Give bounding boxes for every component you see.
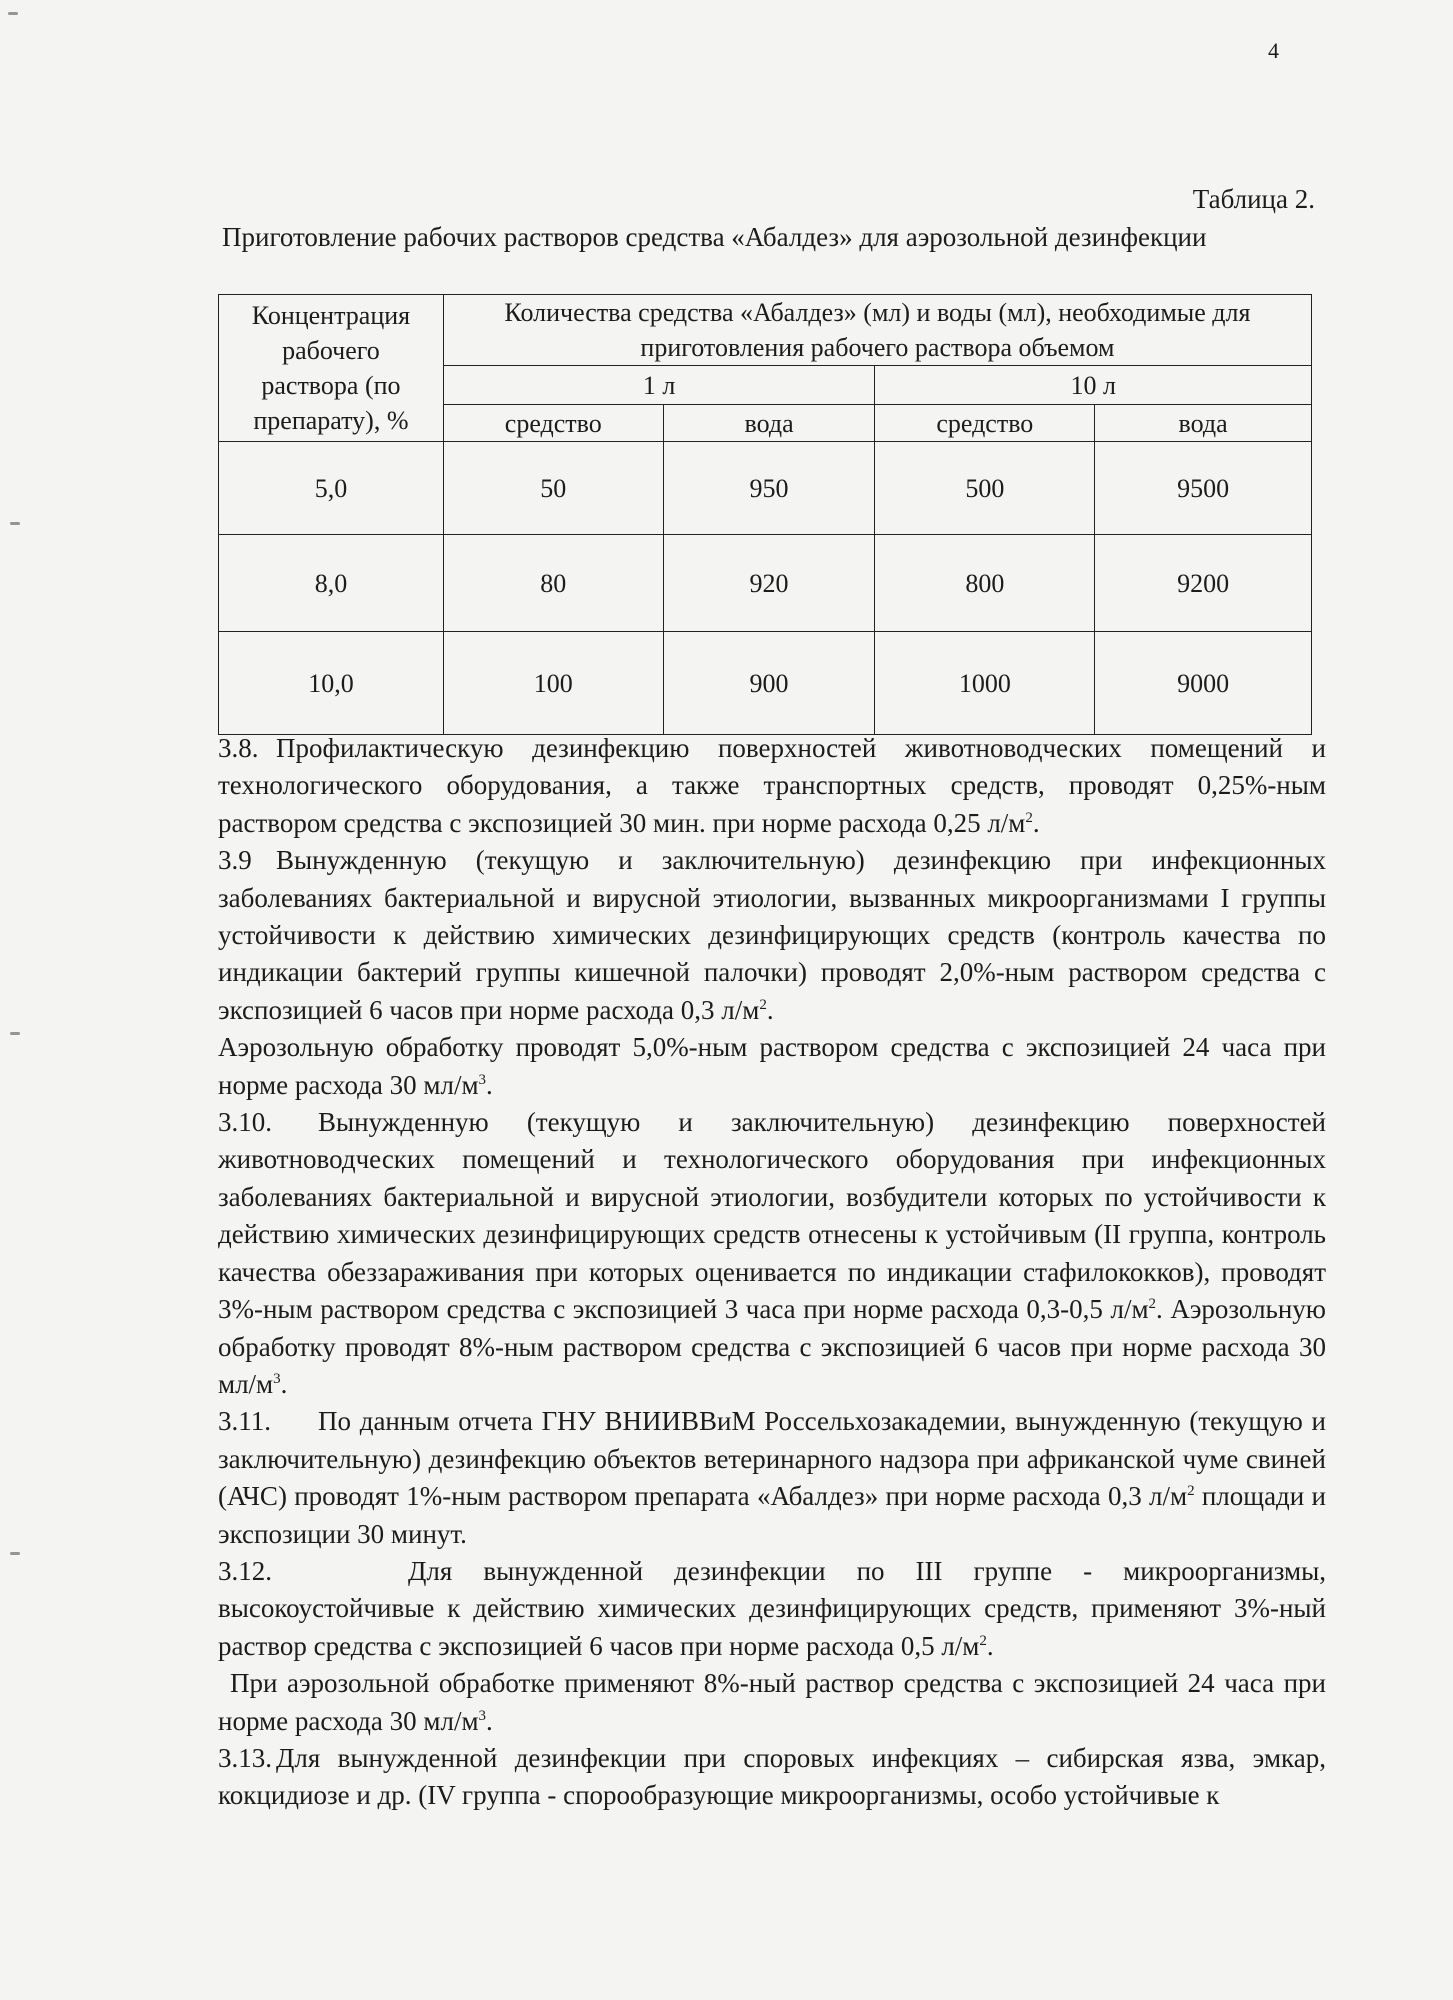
- clause-number: 3.13.: [218, 1742, 272, 1773]
- superscript: 2: [1025, 809, 1033, 826]
- paragraph-text: .: [986, 1630, 994, 1661]
- water-10l-cell: 9000: [1095, 632, 1312, 735]
- paragraph-3-10: [218, 1104, 1326, 1403]
- scan-mark: [10, 1552, 20, 1555]
- paragraph-text: Аэрозольную обработку проводят 5,0%-ным раствором средства с экспозицией 24 часа при норме расхода 30 мл/м: [218, 1032, 1326, 1100]
- agent-1l-cell: 100: [443, 632, 663, 735]
- paragraph-text: .: [486, 1069, 493, 1100]
- clause-number: 3.8.: [218, 733, 259, 763]
- agent-subheader: средство: [875, 405, 1095, 442]
- concentration-header: [219, 295, 444, 442]
- paragraph-text: .: [1032, 807, 1040, 838]
- superscript: 3: [478, 1071, 487, 1088]
- paragraph-text: По данным отчета ГНУ ВНИИВВиМ Россельхозакадемии, вынужденную (текущую и заключительную) дезинфекцию объектов ветеринарного надзора при африканской чуме свиней (АЧС) проводят 1%-ным раствором препарата «Абалдез» при норме расхода 0,3 л/м: [218, 1406, 1326, 1512]
- paragraph-3-11: [218, 1403, 1326, 1553]
- table-label: Таблица 2.: [1192, 184, 1315, 214]
- concentration-cell: 8,0: [219, 535, 444, 632]
- superscript: 2: [1148, 1296, 1157, 1313]
- paragraph-text: Профилактическую дезинфекцию поверхностей животноводческих помещений и технологического оборудования, а также транспортных средств, проводят 0,25%-ным раствором средства с экспозицией 30 мин. при норме расхода 0,25 л/м: [218, 733, 1326, 838]
- table-header-row: [219, 295, 1312, 366]
- paragraph-3-8: [218, 730, 1326, 842]
- agent-1l-cell: 80: [443, 535, 663, 632]
- agent-10l-cell: 500: [875, 442, 1095, 535]
- clause-number: 3.11.: [218, 1406, 271, 1437]
- superscript: 2: [979, 1632, 987, 1649]
- water-1l-cell: 950: [663, 442, 875, 535]
- superscript: 3: [478, 1707, 487, 1724]
- paragraph-text: .: [486, 1705, 493, 1736]
- superscript: 2: [759, 996, 767, 1013]
- volume-10l-header: 10 л: [875, 366, 1312, 405]
- superscript: 2: [1187, 1483, 1195, 1500]
- paragraph-text: . Аэрозольную обработку проводят 8%-ным раствором средства с экспозицией 6 часов при норме расхода 30 мл/м: [218, 1294, 1326, 1399]
- concentration-header-line: раствора (по: [261, 371, 401, 401]
- quantity-header-line: Количества средства «Абалдез» (мл) и воды (мл), необходимые для: [504, 298, 1251, 327]
- clause-number: 3.12.: [218, 1555, 272, 1586]
- paragraph-aerosol-2: [218, 1665, 1326, 1740]
- paragraph-aerosol-1: [218, 1029, 1326, 1104]
- volume-1l-header: 1 л: [443, 366, 875, 405]
- clause-number: 3.9: [218, 845, 252, 876]
- paragraph-text: Вынужденную (текущую и заключительную) дезинфекцию поверхностей животноводческих помещений и технологического оборудования при инфекционных заболеваниях бактериальной и вирусной этиологии, возбудители которых по устойчивости к действию химических дезинфицирующих средств отнесены к устойчивым (II группа, контроль качества обеззараживания при которых оценивается по индикации стафилококков), проводят 3%-ным раствором средства с экспозицией 3 часа при норме расхода 0,3-0,5 л/м: [218, 1107, 1326, 1325]
- concentration-cell: 5,0: [219, 442, 444, 535]
- paragraph-3-13: [218, 1740, 1326, 1815]
- paragraph-text: При аэрозольной обработке применяют 8%-ный раствор средства с экспозицией 24 часа при норме расхода 30 мл/м: [218, 1668, 1326, 1736]
- table-row: [219, 632, 1312, 735]
- concentration-header-line: рабочего: [282, 336, 380, 365]
- agent-subheader: средство: [443, 405, 663, 442]
- water-10l-cell: 9200: [1095, 535, 1312, 632]
- dilution-table: [218, 294, 1312, 735]
- clause-number: 3.10.: [218, 1107, 272, 1138]
- paragraph-text: площади и экспозиции 30 минут.: [218, 1481, 1326, 1549]
- concentration-cell: 10,0: [219, 632, 444, 735]
- scan-mark: [10, 1032, 20, 1035]
- scan-mark: [8, 12, 18, 15]
- paragraph-3-9: [218, 842, 1326, 1029]
- paragraph-text: Для вынужденной дезинфекции при споровых инфекциях – сибирская язва, эмкар, кокцидиозе и др. (IV группа - спорообразующие микроорганизмы, особо устойчивые к: [218, 1742, 1326, 1811]
- paragraph-text: .: [766, 994, 774, 1025]
- table-row: [219, 535, 1312, 632]
- water-subheader: вода: [1095, 405, 1312, 442]
- paragraph-text: .: [280, 1368, 288, 1399]
- table-title: Приготовление рабочих растворов средства «Абалдез» для аэрозольной дезинфекции: [222, 222, 1207, 252]
- body-text: [218, 730, 1326, 1815]
- quantity-header-line: приготовления рабочего раствора объемом: [640, 333, 1115, 363]
- paragraph-3-12: [218, 1553, 1326, 1665]
- concentration-header-line: Концентрация: [251, 300, 411, 330]
- water-subheader: вода: [663, 405, 875, 442]
- agent-1l-cell: 50: [443, 442, 663, 535]
- water-1l-cell: 920: [663, 535, 875, 632]
- superscript: 3: [273, 1370, 281, 1387]
- page-number: 4: [1268, 38, 1279, 63]
- paragraph-text: Для вынужденной дезинфекции по III группе - микроорганизмы, высокоустойчивые к действию химических дезинфицирующих средств, применяют 3%-ный раствор средства с экспозицией 6 часов при норме расхода 0,5 л/м: [218, 1555, 1326, 1661]
- water-10l-cell: 9500: [1095, 442, 1312, 535]
- agent-10l-cell: 1000: [875, 632, 1095, 735]
- concentration-header-line: препарату), %: [253, 406, 409, 436]
- scan-mark: [10, 522, 20, 525]
- paragraph-text: Вынужденную (текущую и заключительную) дезинфекцию при инфекционных заболеваниях бактериальной и вирусной этиологии, вызванных микроорганизмами I группы устойчивости к действию химических дезинфицирующих средств (контроль качества по индикации бактерий группы кишечной палочки) проводят 2,0%-ным раствором средства с экспозицией 6 часов при норме расхода 0,3 л/м: [218, 845, 1326, 1025]
- agent-10l-cell: 800: [875, 535, 1095, 632]
- table-row: [219, 442, 1312, 535]
- quantity-header: [443, 295, 1311, 366]
- water-1l-cell: 900: [663, 632, 875, 735]
